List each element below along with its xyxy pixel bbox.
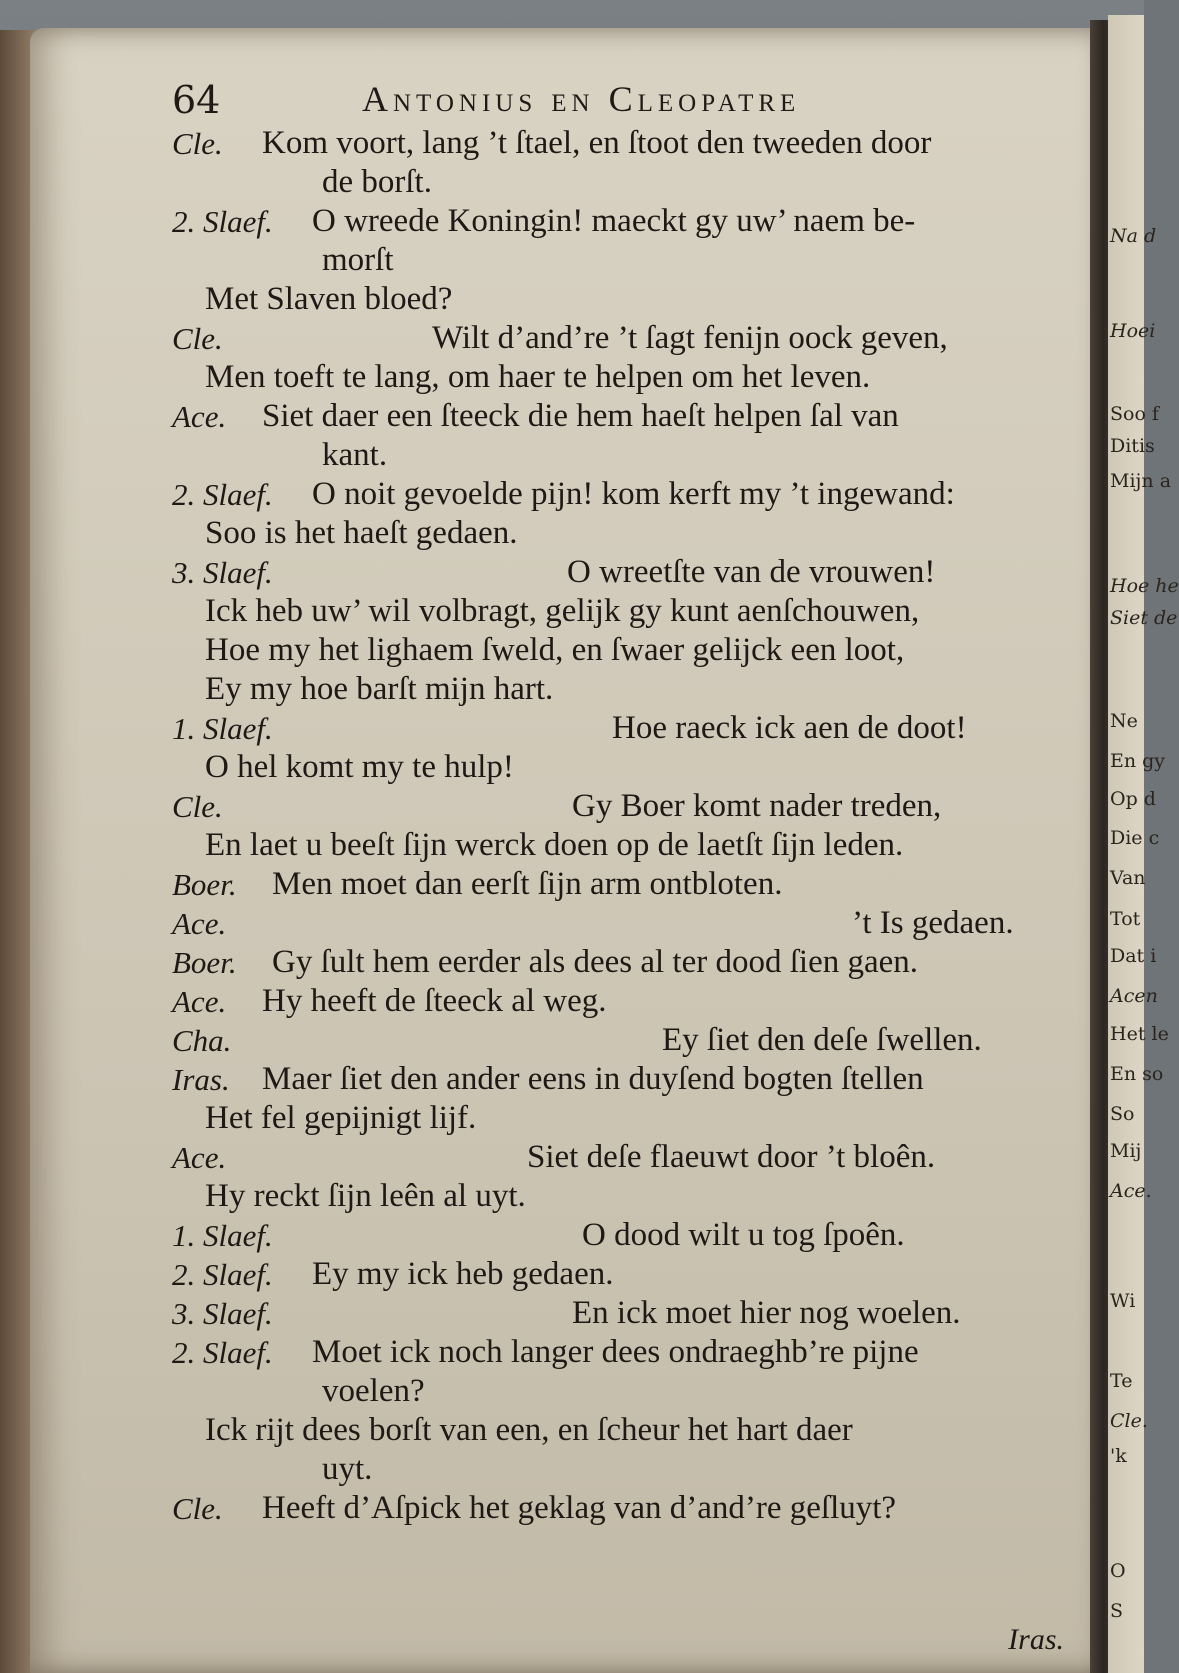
text-line (172, 553, 1092, 592)
line-text: Hoe my het lighaem ſweld, en ſwaer gelijck een loot, (205, 632, 905, 668)
text-line (172, 1138, 1092, 1177)
facing-fragment: Siet de (1110, 607, 1178, 629)
line-text: Men toeft te lang, om haer te helpen om het leven. (205, 359, 871, 395)
text-line (172, 241, 1092, 280)
text-line (172, 631, 1092, 670)
text-line (172, 1333, 1092, 1372)
facing-fragment: Ace. (1110, 1180, 1152, 1202)
text-line (172, 1216, 1092, 1255)
facing-fragment: Cle. (1110, 1410, 1148, 1432)
line-text: ’t Is gedaen. (852, 905, 1014, 941)
line-text: Gy Boer komt nader treden, (572, 788, 942, 824)
text-line (172, 163, 1092, 202)
line-text: O dood wilt u tog ſpoên. (582, 1217, 905, 1253)
line-text: Maer ſiet den ander eens in duyſend bogten ſtellen (262, 1061, 924, 1097)
line-text: O noit gevoelde pijn! kom kerft my ’t ingewand: (312, 476, 955, 512)
facing-fragment: Hoei (1110, 320, 1156, 342)
line-text: Wilt d’and’re ’t ſagt fenijn oock geven, (432, 320, 948, 356)
speaker-label: 1. Slaef. (172, 1218, 273, 1253)
facing-fragment: Mij (1110, 1140, 1142, 1162)
speaker-label: Cha. (172, 1023, 232, 1058)
text-line (172, 982, 1092, 1021)
text-line (172, 904, 1092, 943)
line-text: Ey my ick heb gedaen. (312, 1256, 614, 1292)
speaker-label: Cle. (172, 1491, 223, 1526)
line-text: voelen? (322, 1373, 425, 1409)
speaker-label: 2. Slaef. (172, 1335, 273, 1370)
line-text: kant. (322, 437, 388, 473)
text-line (172, 124, 1092, 163)
speaker-label: Iras. (172, 1062, 230, 1097)
facing-fragment: 'k (1110, 1445, 1127, 1467)
speaker-label: 2. Slaef. (172, 477, 273, 512)
facing-fragment: S (1110, 1600, 1124, 1622)
line-text: Het fel gepijnigt lijf. (205, 1100, 477, 1136)
line-text: Soo is het haeſt gedaen. (205, 515, 518, 551)
text-line (172, 865, 1092, 904)
facing-fragment: Tot (1110, 908, 1141, 930)
text-line (172, 397, 1092, 436)
line-text: uyt. (322, 1451, 373, 1487)
speaker-label: 3. Slaef. (172, 555, 273, 590)
text-line (172, 1450, 1092, 1489)
text-line (172, 1411, 1092, 1450)
page-number: 64 (172, 78, 221, 122)
facing-fragment: So (1110, 1103, 1135, 1125)
text-line (172, 436, 1092, 475)
line-text: Hy heeft de ſteeck al weg. (262, 983, 607, 1019)
line-text: O wreede Koningin! maeckt gy uw’ naem be- (312, 203, 916, 239)
text-line (172, 592, 1092, 631)
text-line (172, 787, 1092, 826)
facing-fragment: En so (1110, 1063, 1164, 1085)
speaker-label: 1. Slaef. (172, 711, 273, 746)
line-text: Met Slaven bloed? (205, 281, 453, 317)
facing-fragment: Hoe he (1110, 575, 1179, 597)
facing-fragment: Mijn a (1110, 470, 1172, 492)
line-text: Heeft d’Aſpick het geklag van d’and’re geſluyt? (262, 1490, 897, 1526)
facing-page (1108, 15, 1179, 1673)
text-line (172, 1099, 1092, 1138)
facing-fragment: Van (1110, 867, 1146, 889)
speaker-label: Boer. (172, 945, 237, 980)
text-line (172, 319, 1092, 358)
text-line (172, 826, 1092, 865)
line-text: Hy reckt ſijn leên al uyt. (205, 1178, 526, 1214)
line-text: Ick rijt dees borſt van een, en ſcheur het hart daer (205, 1412, 853, 1448)
speaker-label: 2. Slaef. (172, 1257, 273, 1292)
speaker-label: Cle. (172, 321, 223, 356)
running-title: Antonius en Cleopatre (362, 79, 801, 119)
text-line (172, 1255, 1092, 1294)
speaker-label: Ace. (172, 1140, 227, 1175)
line-text: En laet u beeſt ſijn werck doen op de laetſt ſijn leden. (205, 827, 904, 863)
text-line (172, 670, 1092, 709)
speaker-label: Ace. (172, 399, 227, 434)
text-line (172, 748, 1092, 787)
facing-fragment: Te (1110, 1370, 1133, 1392)
play-text (172, 124, 1092, 1528)
line-text: Siet deſe flaeuwt door ’t bloên. (527, 1139, 936, 1175)
speaker-label: Ace. (172, 906, 227, 941)
text-line (172, 1060, 1092, 1099)
line-text: O wreetſte van de vrouwen! (567, 554, 936, 590)
speaker-label: Cle. (172, 126, 223, 161)
facing-fragment: Het le (1110, 1023, 1169, 1045)
text-line (172, 514, 1092, 553)
line-text: morſt (322, 242, 394, 278)
line-text: Siet daer een ſteeck die hem haeſt helpen ſal van (262, 398, 899, 434)
facing-fragment: Wi (1110, 1290, 1136, 1312)
line-text: Kom voort, lang ’t ſtael, en ſtoot den tweeden door (262, 125, 932, 161)
facing-fragment: Acen (1110, 985, 1158, 1007)
facing-fragment: Soo f (1110, 403, 1159, 425)
facing-fragment: Ditis (1110, 435, 1155, 457)
line-text: de borſt. (322, 164, 432, 200)
line-text: En ick moet hier nog woelen. (572, 1295, 961, 1331)
line-text: Gy ſult hem eerder als dees al ter dood ſien gaen. (272, 944, 919, 980)
facing-fragment: O (1110, 1560, 1126, 1582)
facing-fragment: Die c (1110, 827, 1160, 849)
text-line (172, 202, 1092, 241)
text-line (172, 1372, 1092, 1411)
text-line (172, 1489, 1092, 1528)
facing-fragment: Op d (1110, 788, 1156, 810)
page-header (172, 78, 1072, 126)
line-text: O hel komt my te hulp! (205, 749, 514, 785)
text-line (172, 1021, 1092, 1060)
text-line (172, 475, 1092, 514)
text-line (172, 1177, 1092, 1216)
line-text: Ey my hoe barſt mijn hart. (205, 671, 554, 707)
text-line (172, 1294, 1092, 1333)
line-text: Hoe raeck ick aen de doot! (612, 710, 967, 746)
facing-fragment: Na d (1110, 225, 1157, 247)
speaker-label: 3. Slaef. (172, 1296, 273, 1331)
facing-fragment: En gy (1110, 750, 1166, 772)
text-line (172, 280, 1092, 319)
facing-fragment: Dat i (1110, 945, 1157, 967)
line-text: Men moet dan eerſt ſijn arm ontbloten. (272, 866, 783, 902)
facing-fragment: Ne (1110, 710, 1138, 732)
text-line (172, 358, 1092, 397)
catchword: Iras. (1008, 1623, 1064, 1656)
speaker-label: Ace. (172, 984, 227, 1019)
speaker-label: Boer. (172, 867, 237, 902)
line-text: Ick heb uw’ wil volbragt, gelijk gy kunt aenſchouwen, (205, 593, 920, 629)
speaker-label: 2. Slaef. (172, 204, 273, 239)
text-line (172, 709, 1092, 748)
line-text: Moet ick noch langer dees ondraeghb’re pijne (312, 1334, 919, 1370)
text-line (172, 943, 1092, 982)
line-text: Ey ſiet den deſe ſwellen. (662, 1022, 982, 1058)
speaker-label: Cle. (172, 789, 223, 824)
